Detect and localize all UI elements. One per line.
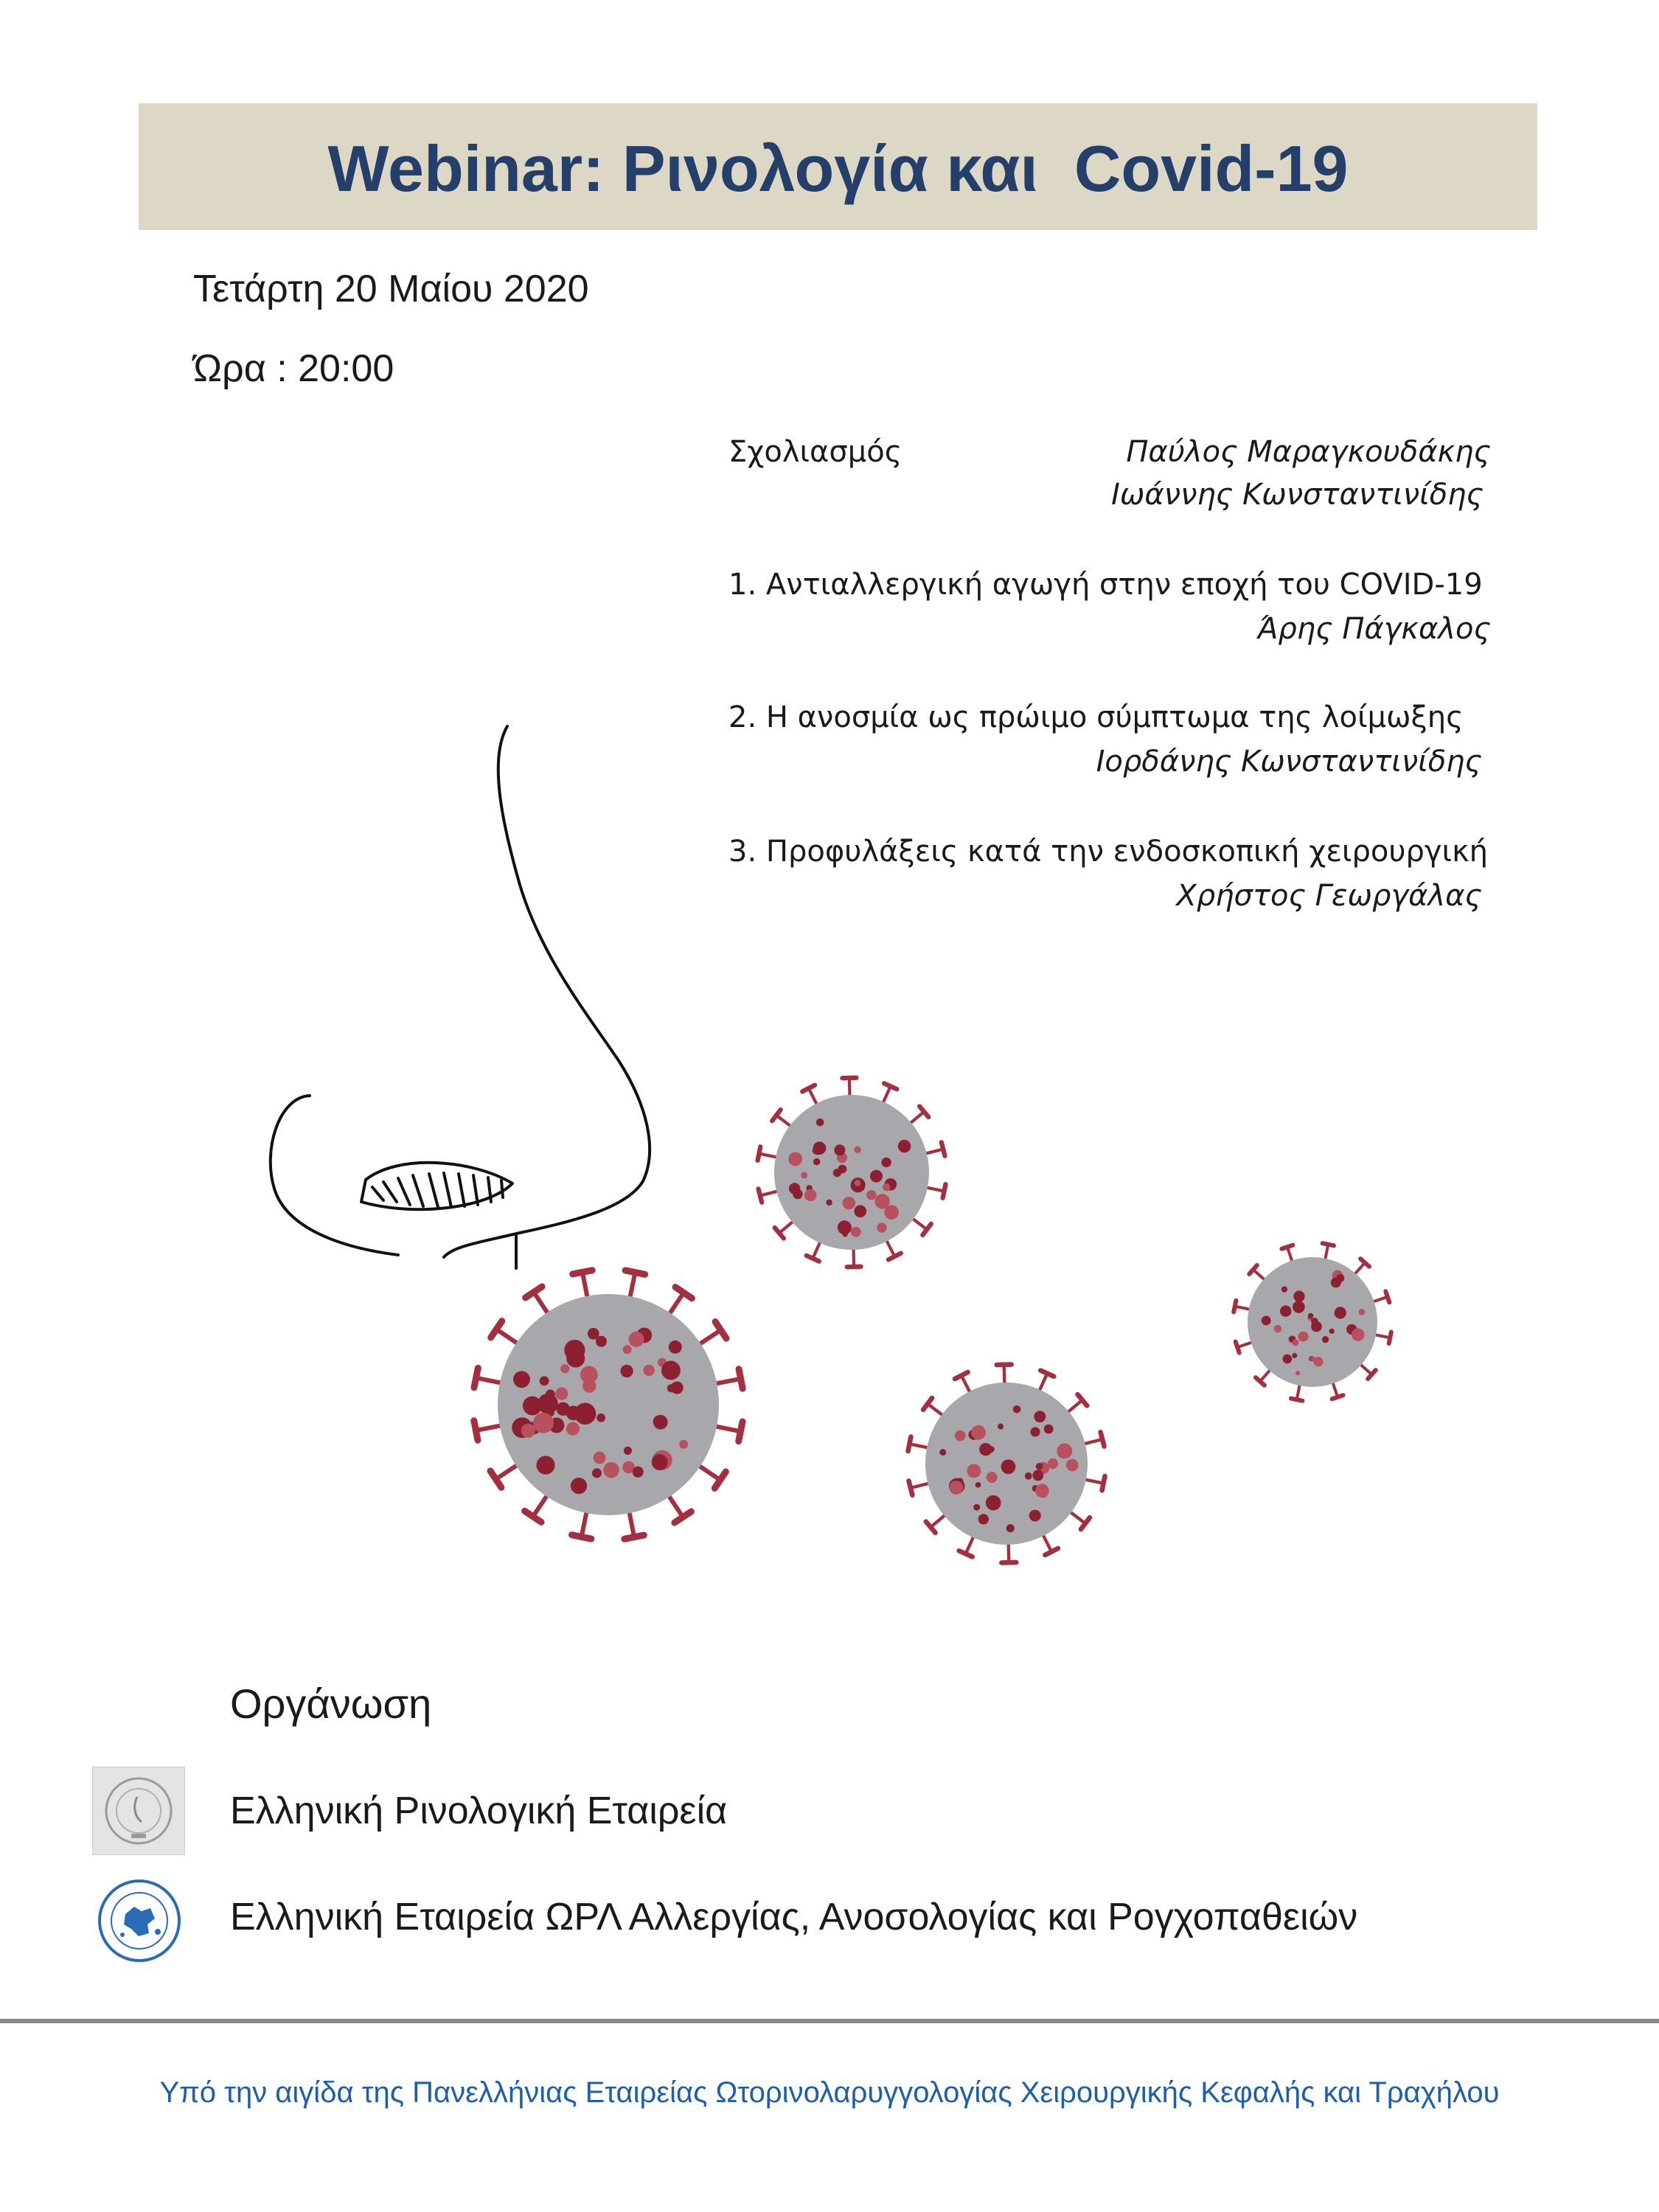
talk-title: 1. Αντιαλλεργική αγωγή στην εποχή του COVID-19 <box>728 568 1483 602</box>
talk-speaker: Χρήστος Γεωργάλας <box>1176 879 1482 913</box>
nose-outline-icon <box>271 726 650 1268</box>
talk-title: 2. Η ανοσμία ως πρώιμο σύμπτωμα της λοίμωξης <box>728 700 1464 734</box>
commentary-label: Σχολιασμός <box>728 435 902 469</box>
virus-cluster <box>474 1078 1391 1563</box>
commentator-name: Παύλος Μαραγκουδάκης <box>1126 435 1491 469</box>
organization-heading: Οργάνωση <box>230 1680 432 1727</box>
talk-speaker: Ιορδάνης Κωνσταντινίδης <box>1096 745 1482 779</box>
organizer-name: Ελληνική Ρινολογική Εταιρεία <box>230 1790 728 1832</box>
commentator-name: Ιωάννης Κωνσταντινίδης <box>1111 478 1484 512</box>
virus-icon <box>1234 1243 1391 1401</box>
footer-patronage: Υπό την αιγίδα της Πανελλήνιας Εταιρείας Ωτορινολαρυγγολογίας Χειρουργικής Κεφαλής και Τραχήλου <box>159 2076 1500 2109</box>
orl-allergy-society-seal-icon <box>96 1877 183 1964</box>
organizer-name: Ελληνική Εταιρεία ΩΡΛ Αλλεργίας, Ανοσολογίας και Ρογχοπαθειών <box>230 1896 1358 1938</box>
rhinology-society-seal-icon <box>92 1767 185 1855</box>
talk-title: 3. Προφυλάξεις κατά την ενδοσκοπική χειρουργική <box>728 835 1488 869</box>
page-title: Webinar: Ρινολογία και Covid-19 <box>327 132 1349 205</box>
talk-speaker: Άρης Πάγκαλος <box>1258 612 1491 646</box>
virus-icon <box>474 1270 742 1539</box>
virus-icon <box>758 1078 946 1267</box>
footer-divider <box>0 2019 1659 2023</box>
event-date: Τετάρτη 20 Μαίου 2020 <box>193 268 589 310</box>
virus-icon <box>908 1365 1105 1563</box>
event-time: Ώρα : 20:00 <box>193 347 394 390</box>
